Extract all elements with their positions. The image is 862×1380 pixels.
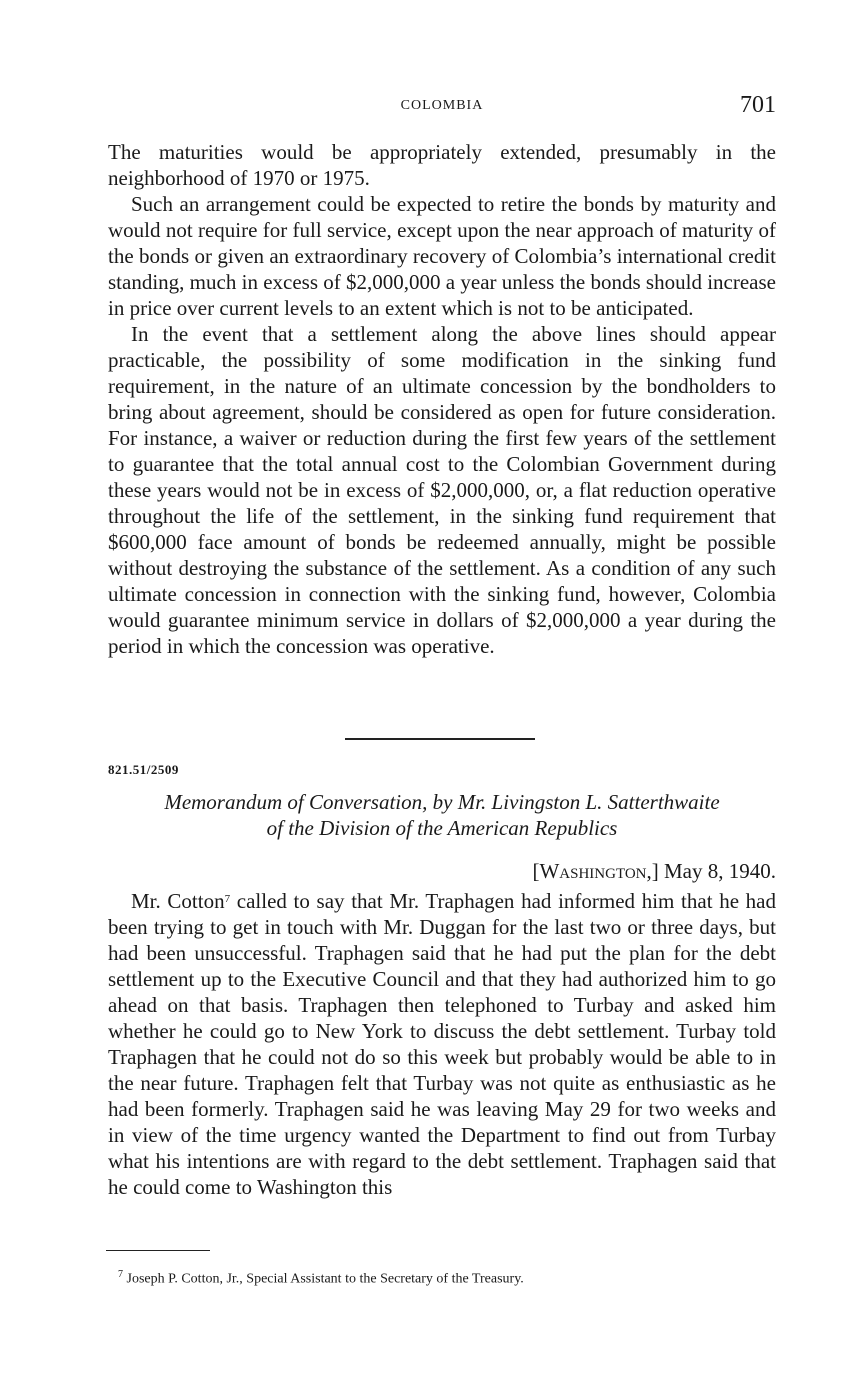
dateline-date: May 8, 1940.: [664, 859, 776, 883]
dateline-place: [Washington,]: [532, 859, 659, 883]
memo-paragraph: [108, 888, 776, 1200]
dateline: [532, 858, 776, 884]
footnote: [118, 1266, 778, 1289]
document-title: [108, 789, 776, 841]
title-line-1: Memorandum of Conversation, by Mr. Livingston L. Satterthwaite: [164, 790, 720, 814]
paragraph-1: The maturities would be appropriately extended, presumably in the neighborhood of 1970 or 1975.: [108, 140, 776, 190]
page-number: 701: [740, 92, 776, 118]
memo-body: [108, 888, 776, 1200]
paragraph-3: In the event that a settlement along the above lines should appear practicable, the possibility of some modification in the sinking fund requirement, in the nature of an ultimate concession by the bondholders to bring about agreement, should be considered as open for future consideration. For instance, a waiver or reduction during the first few years of the settlement to guarantee that the total annual cost to the Colombian Government during these years would not be in excess of $2,000,000, or, a flat reduction operative throughout the life of the settlement, in the sinking fund requirement that $600,000 face amount of bonds be redeemed annually, might be possible without destroying the substance of the settlement. As a condition of any such ultimate concession in connection with the sinking fund, however, Colombia would guarantee minimum service in dollars of $2,000,000 a year during the period in which the concession was operative.: [108, 322, 776, 658]
body-text: [108, 139, 776, 659]
section-divider: [345, 738, 535, 740]
memo-text: called to say that Mr. Traphagen had informed him that he had been trying to get in touch with Mr. Duggan for the last two or three days, but had been unsuccessful. Traphagen said that he had put the plan for the debt settlement up to the Executive Council and that they had authorized him to go ahead on that basis. Traphagen then telephoned to Turbay and asked him whether he could go to New York to discuss the debt settlement. Turbay told Traphagen that he could not do so this week but probably would be able to in the near future. Traphagen felt that Turbay was not quite as enthusiastic as he had been formerly. Traphagen said he was leaving May 29 for two weeks and in view of the time urgency wanted the Department to find out from Turbay what his intentions are with regard to the debt settlement. Traphagen said that he could come to Washington this: [108, 889, 776, 1199]
title-line-2: of the Division of the American Republics: [266, 816, 618, 840]
running-head: COLOMBIA: [400, 98, 484, 113]
footnote-text: Joseph P. Cotton, Jr., Special Assistant to the Secretary of the Treasury.: [126, 1271, 524, 1287]
page-header: [108, 92, 776, 122]
file-number: 821.51/2509: [108, 762, 179, 777]
paragraph-2: Such an arrangement could be expected to retire the bonds by maturity and would not require for full service, except upon the near approach of maturity of the bonds or given an extraordinary recovery of Colombia’s international credit standing, much in excess of $2,000,000 a year unless the bonds should increase in price over current levels to an extent which is not to be anticipated.: [108, 192, 776, 320]
memo-lead: Mr. Cotton: [131, 889, 225, 913]
footnote-number: 7: [118, 1269, 123, 1280]
footnote-divider: [106, 1250, 210, 1251]
footnote-reference[interactable]: 7: [224, 893, 231, 905]
